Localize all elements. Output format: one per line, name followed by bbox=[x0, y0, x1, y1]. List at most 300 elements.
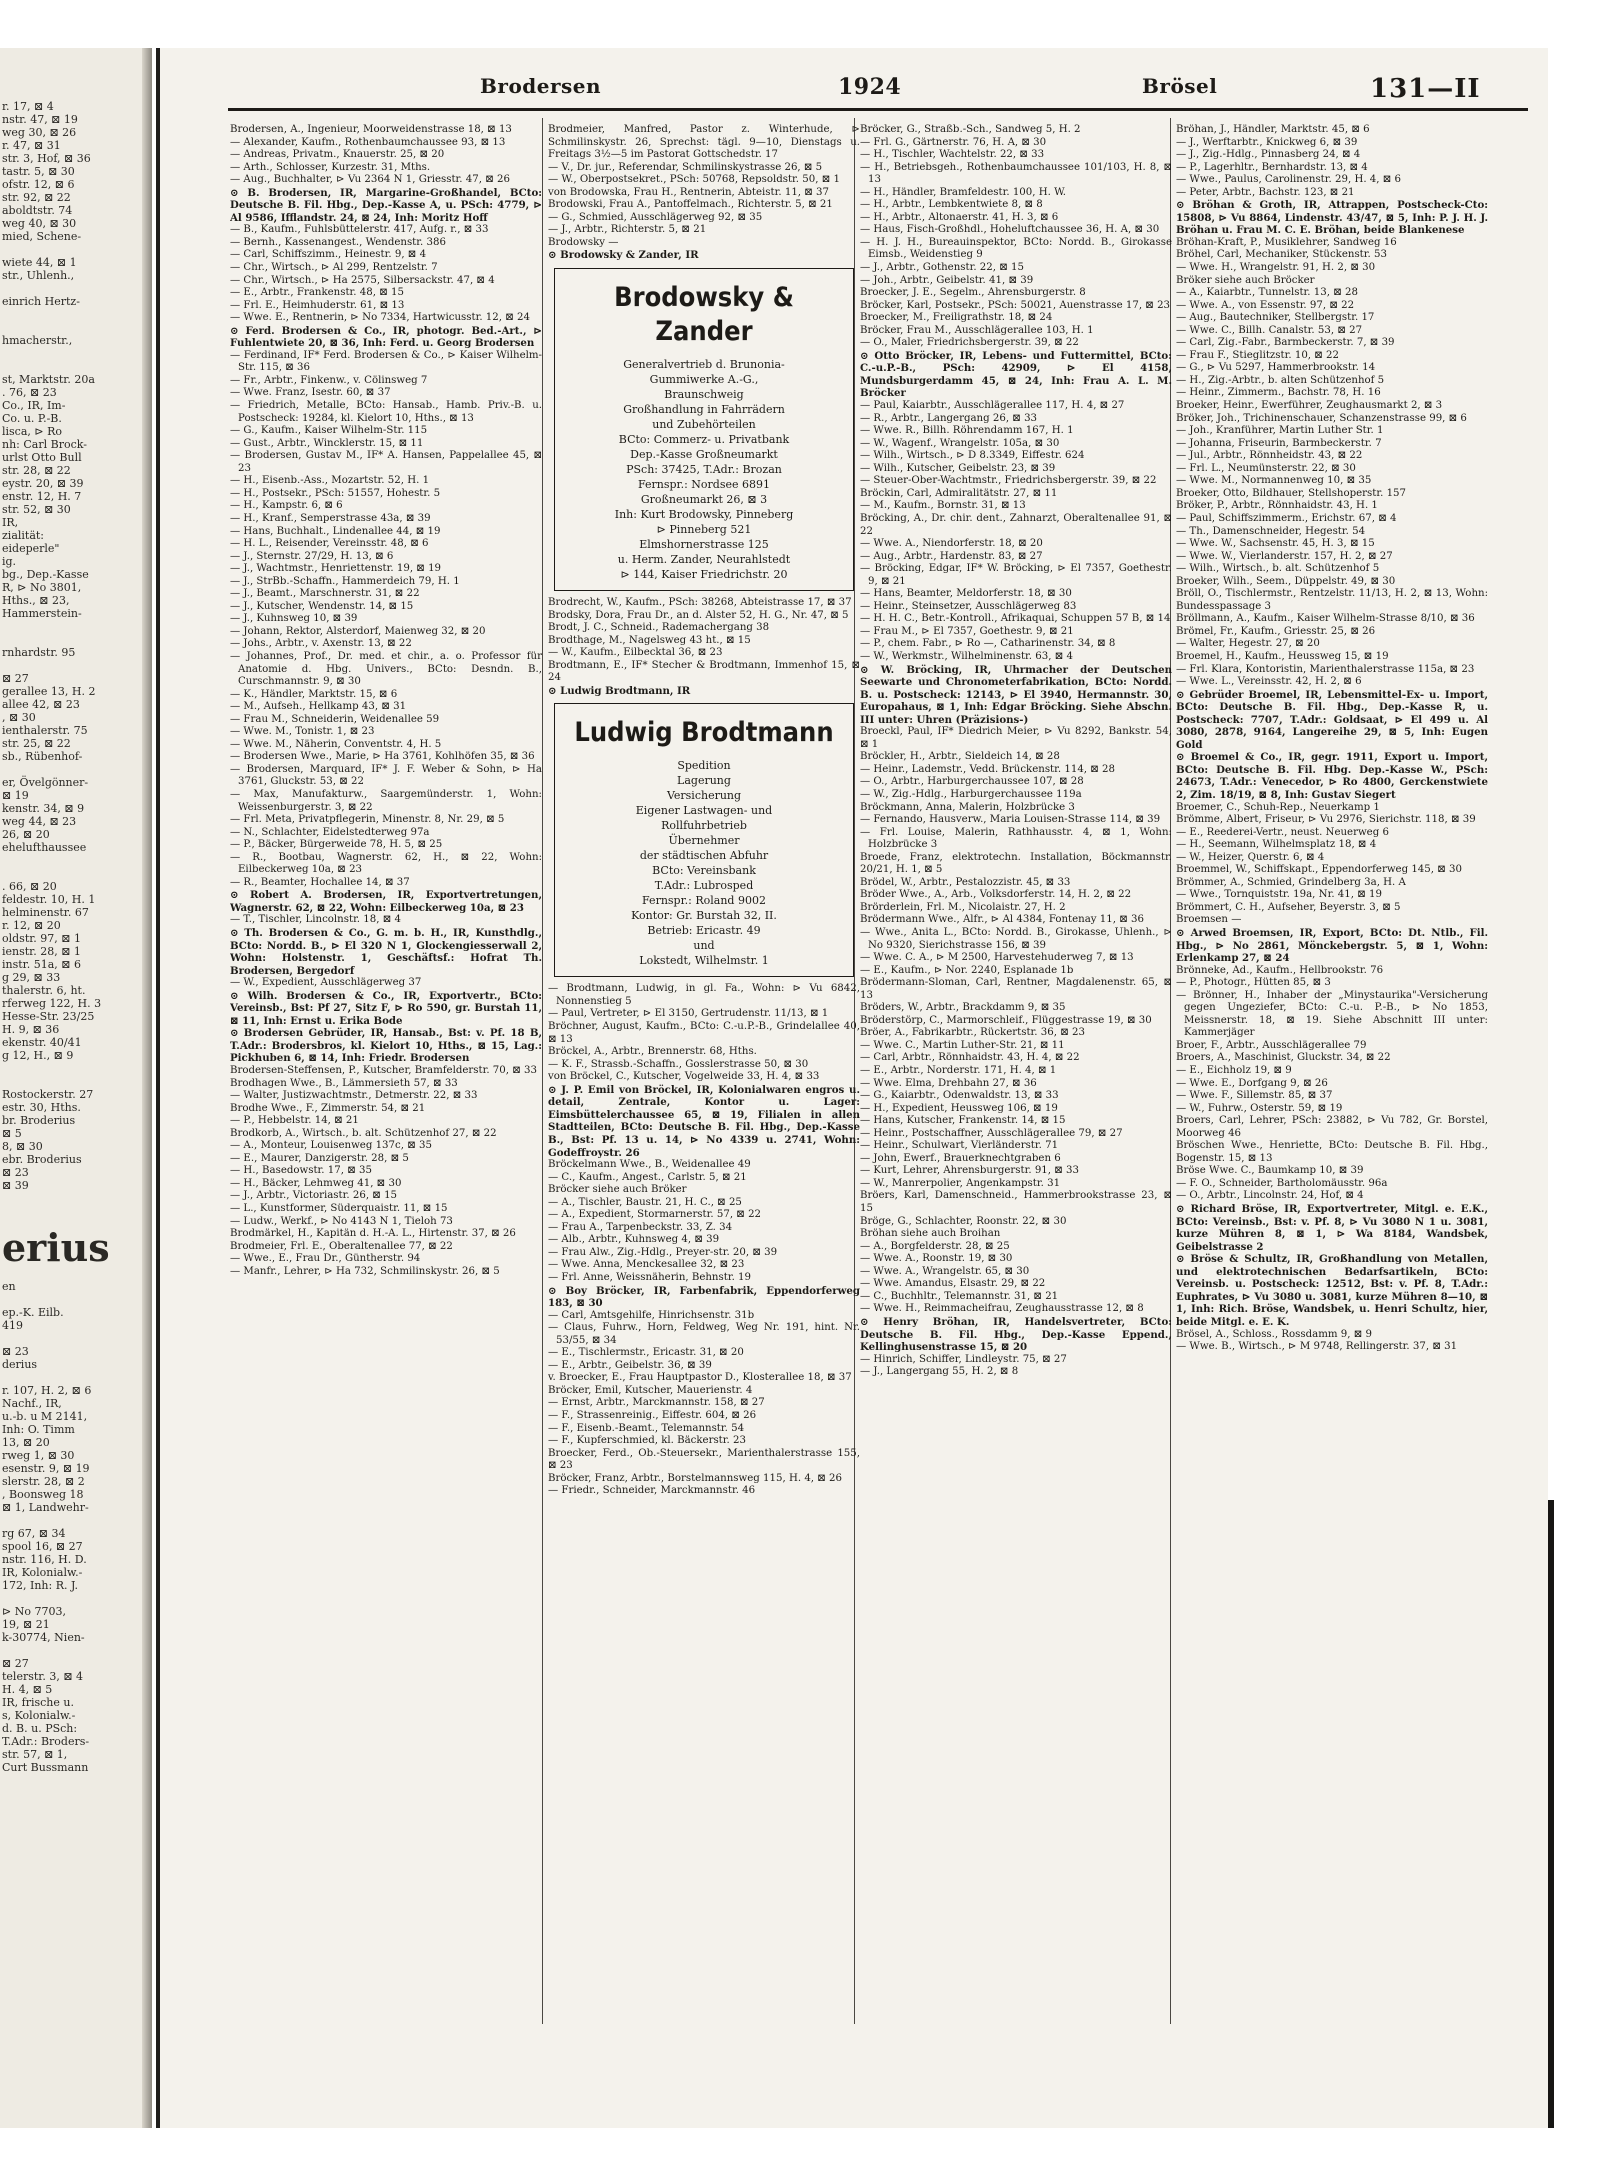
previous-page-fragment: ⊠ 19 bbox=[2, 789, 29, 802]
previous-page-fragment: aboldtstr. 74 bbox=[2, 204, 73, 217]
directory-entry: — W., Kaufm., Eilbecktal 36, ⊠ 23 bbox=[548, 647, 723, 659]
previous-page-fragment: str., Uhlenh., bbox=[2, 269, 75, 282]
previous-page-fragment: ⊠ 23 bbox=[2, 1166, 29, 1179]
directory-entry: — Carl, Zig.-Fabr., Barmbeckerstr. 7, ⊠ 39 bbox=[1176, 337, 1395, 349]
directory-entry: — O., Maler, Friedrichsbergerstr. 39, ⊠ 22 bbox=[860, 337, 1079, 349]
directory-entry: — W., Werkmstr., Wilhelminenstr. 63, ⊠ 4 bbox=[860, 650, 1073, 662]
ad-line: Kontor: Gr. Burstah 32, II. bbox=[631, 909, 777, 923]
previous-page-fragment: enstr. 12, H. 7 bbox=[2, 490, 82, 503]
directory-entry: — Johs., Arbtr., v. Axenstr. 13, ⊠ 22 bbox=[230, 638, 412, 650]
directory-entry: ⊙ Ludwig Brodtmann, IR bbox=[548, 684, 691, 697]
previous-page-fragment: weg 44, ⊠ 23 bbox=[2, 815, 77, 828]
directory-entry: — Wwe. C., Billh. Canalstr. 53, ⊠ 27 bbox=[1176, 324, 1363, 336]
previous-page-fragment: spool 16, ⊠ 27 bbox=[2, 1540, 83, 1553]
directory-entry: — Frl. E., Heimhuderstr. 61, ⊠ 13 bbox=[230, 299, 405, 311]
directory-entry: Bröckler, H., Arbtr., Sieldeich 14, ⊠ 28 bbox=[860, 751, 1060, 763]
directory-entry: — E., Arbtr., Geibelstr. 36, ⊠ 39 bbox=[548, 1359, 712, 1371]
previous-page-fragment: wiete 44, ⊠ 1 bbox=[2, 256, 77, 269]
directory-entry: Broede, Franz, elektrotechn. Installation, Böckmannstr. 20/21, H. 1, ⊠ 5 bbox=[860, 851, 1172, 876]
directory-entry: — H., Expedient, Heussweg 106, ⊠ 19 bbox=[860, 1102, 1058, 1114]
header-rule bbox=[228, 108, 1528, 111]
directory-entry: — Arth., Schlosser, Kurzestr. 31, Mths. bbox=[230, 161, 431, 173]
previous-page-fragment: ehelufthaussee bbox=[2, 841, 87, 854]
directory-entry: Brodtmann, E., IF* Stecher & Brodtmann, Immenhof 15, ⊠ 24 bbox=[548, 659, 860, 684]
directory-entry: Brönneke, Ad., Kaufm., Hellbrookstr. 76 bbox=[1176, 964, 1384, 976]
directory-entry: — Max, Manufakturw., Saargemünderstr. 1, Wohn: Weissenburgerstr. 3, ⊠ 22 bbox=[230, 788, 542, 813]
directory-entry: Brodmärkel, H., Kapitän d. H.-A. L., Hirtenstr. 37, ⊠ 26 bbox=[230, 1228, 516, 1240]
directory-entry: — Frl. Anne, Weissnäherin, Behnstr. 19 bbox=[548, 1271, 752, 1283]
previous-page-fragment: weg 30, ⊠ 26 bbox=[2, 126, 77, 139]
previous-page-fragment: r. 12, ⊠ 20 bbox=[2, 919, 61, 932]
directory-entry: Broers, Carl, Lehrer, PSch: 23882, ⊳ Vu 782, Gr. Borstel, Moorweg 46 bbox=[1176, 1115, 1488, 1139]
previous-page-fragment: zialität: bbox=[2, 529, 45, 542]
directory-entry: — E., Reederei-Vertr., neust. Neuerweg 6 bbox=[1176, 826, 1389, 838]
directory-entry: — Wwe. E., Dorfgang 9, ⊠ 26 bbox=[1176, 1077, 1328, 1089]
directory-entry: — Wwe. M., Tonistr. 1, ⊠ 23 bbox=[230, 726, 375, 738]
directory-entry: ⊙ Ferd. Brodersen & Co., IR, photogr. Bed.-Art., ⊳ Fuhlentwiete 20, ⊠ 36, Inh: Ferd. u. Georg Brodersen bbox=[230, 324, 542, 350]
directory-entry: ⊙ Otto Bröcker, IR, Lebens- und Futtermittel, BCto: C.-u.P.-B., PSch: 42909, ⊳ El 4158, Mundsburgerdamm 45, ⊠ 24, Inh: Frau A. L. M. Bröcker bbox=[860, 349, 1172, 400]
previous-page-fragment: en bbox=[2, 1280, 16, 1293]
previous-page-fragment: ⊠ 39 bbox=[2, 1179, 29, 1192]
ad-line: Generalvertrieb d. Brunonia- bbox=[623, 358, 785, 372]
directory-entry: — Wwe., Tornquiststr. 19a, Nr. 41, ⊠ 19 bbox=[1176, 889, 1382, 901]
directory-entry: — W., Manrerpolier, Angenkampstr. 31 bbox=[860, 1177, 1061, 1189]
directory-column-2 bbox=[548, 124, 860, 2034]
directory-entry: — O., Arbtr., Lincolnstr. 24, Hof, ⊠ 4 bbox=[1176, 1190, 1364, 1202]
directory-entry: — P., Photogr., Hütten 85, ⊠ 3 bbox=[1176, 977, 1331, 989]
directory-entry: — O., Arbtr., Harburgerchaussee 107, ⊠ 28 bbox=[860, 776, 1084, 788]
directory-entry: — Paul, Schiffszimmerm., Erichstr. 67, ⊠ 4 bbox=[1176, 512, 1397, 524]
directory-entry: von Brodowska, Frau H., Rentnerin, Abteistr. 11, ⊠ 37 bbox=[548, 186, 830, 198]
directory-entry: — Carl, Amtsgehilfe, Hinrichsenstr. 31b bbox=[548, 1309, 755, 1321]
previous-page-fragment: r. 47, ⊠ 31 bbox=[2, 139, 61, 152]
directory-entry: — W., Wagenf., Wrangelstr. 105a, ⊠ 30 bbox=[860, 437, 1060, 449]
directory-entry: — E., Kaufm., ⊳ Nor. 2240, Esplanade 1b bbox=[860, 964, 1074, 976]
directory-entry: — Wwe. A., Wrangelstr. 65, ⊠ 30 bbox=[860, 1265, 1030, 1277]
directory-entry: — F. O., Schneider, Bartholomäusstr. 96a bbox=[1176, 1177, 1388, 1189]
directory-entry: Broeckl, Paul, IF* Diedrich Meier, ⊳ Vu 8292, Bankstr. 54, ⊠ 1 bbox=[860, 726, 1172, 750]
previous-page-fragment: nh: Carl Brock- bbox=[2, 438, 87, 451]
ad-line: Elmshornerstrasse 125 bbox=[639, 538, 769, 552]
previous-page-fragment: str. 25, ⊠ 22 bbox=[2, 737, 71, 750]
ad-line: Eigener Lastwagen- und bbox=[635, 804, 773, 818]
directory-entry: — H. J. H., Bureauinspektor, BCto: Nordd. B., Girokasse Eimsb., Weidenstieg 9 bbox=[860, 236, 1172, 261]
directory-entry: ⊙ Bröse & Schultz, IR, Großhandlung von Metallen, und elektrotechnischen Bedarfsartikeln, BCto: Vereinsb. u. Postscheck: 12512, Bst: v. Pf. 8, T.Adr.: Euphrates, ⊳ Vu 3080 u. 3081, kurze Mühren 8—10, ⊠ 1, Inh: Rich. Bröse, Wandsbek, u. Henri Schultz, hier, beide Mitgl. e. E. K. bbox=[1176, 1253, 1488, 1328]
directory-entry: ⊙ Broemel & Co., IR, gegr. 1911, Export u. Import, BCto: Deutsche B. Fil. Hbg. Dep.-Kasse W., PSch: 24673, T.Adr.: Venecedor, ⊳ Ro 4800, Gerckenstwiete 2, Zim. 18/19, ⊠ 8, Inh: Gustav Siegert bbox=[1176, 751, 1488, 801]
directory-entry: — Frau M., ⊳ El 7357, Goethestr. 9, ⊠ 21 bbox=[860, 625, 1074, 637]
ad-body bbox=[563, 357, 845, 582]
previous-page-fragment: str. 28, ⊠ 22 bbox=[2, 464, 71, 477]
directory-entry: — Johannes, Prof., Dr. med. et chir., a. o. Professor für Anatomie d. Hbg. Univers., BCto: Desndn. B., Curschmannstr. 9, ⊠ 30 bbox=[230, 650, 542, 688]
previous-page-fragment: d. B. u. PSch: bbox=[2, 1722, 78, 1735]
ad-line: BCto: Commerz- u. Privatbank bbox=[618, 433, 790, 447]
directory-entry: ⊙ Richard Bröse, IR, Exportvertreter, Mitgl. e. E.K., BCto: Vereinsb., Bst: v. Pf. 8, ⊳ Vu 3080 N 1 u. 3081, kurze Mühren 8, ⊠ 1, ⊳ Wa 8184, Wandsbek, Geibelstrasse 2 bbox=[1176, 1203, 1488, 1253]
directory-entry: — H. L., Reisender, Vereinsstr. 48, ⊠ 6 bbox=[230, 538, 429, 550]
ad-line: Inh: Kurt Brodowsky, Pinneberg bbox=[614, 508, 794, 522]
directory-entry: — Brodersen, Marquard, IF* J. F. Weber & Sohn, ⊳ Ha 3761, Gluckstr. 53, ⊠ 22 bbox=[230, 763, 542, 788]
directory-entry: — Hans, Kutscher, Frankenstr. 14, ⊠ 15 bbox=[860, 1115, 1066, 1127]
directory-entry: — Frau F., Stieglitzstr. 10, ⊠ 22 bbox=[1176, 349, 1340, 361]
directory-entry: — K., Händler, Marktstr. 15, ⊠ 6 bbox=[230, 688, 398, 700]
previous-page-fragment: Co., IR, Im- bbox=[2, 399, 66, 412]
previous-page-fragment: T.Adr.: Broders- bbox=[2, 1735, 90, 1748]
directory-entry: — Walter, Hegestr. 27, ⊠ 20 bbox=[1176, 638, 1320, 650]
ad-line: Braunschweig bbox=[664, 388, 744, 402]
directory-entry: — Wwe. A., von Essenstr. 97, ⊠ 22 bbox=[1176, 299, 1355, 311]
directory-entry: Broecker, J. E., Segelm., Ahrensburgerstr. 8 bbox=[860, 287, 1086, 299]
directory-entry: — Wwe. E., Rentnerin, ⊳ No 7334, Hartwicusstr. 12, ⊠ 24 bbox=[230, 312, 530, 324]
previous-page-fragment: rnhardstr. 95 bbox=[2, 646, 76, 659]
directory-entry: — H., Tischler, Wachtelstr. 22, ⊠ 33 bbox=[860, 149, 1045, 161]
directory-entry: — Frl. L., Neumünsterstr. 22, ⊠ 30 bbox=[1176, 462, 1356, 474]
directory-entry: — A., Tischler, Baustr. 21, H. C., ⊠ 25 bbox=[548, 1196, 742, 1208]
directory-entry: — G., Kaiarbtr., Odenwaldstr. 13, ⊠ 33 bbox=[860, 1090, 1059, 1102]
ad-line: Fernspr.: Nordsee 6891 bbox=[637, 478, 771, 492]
directory-entry: Brömel, Fr., Kaufm., Griesstr. 25, ⊠ 26 bbox=[1176, 625, 1376, 637]
directory-entry: Bröcker, Frau M., Ausschlägerallee 103, H. 1 bbox=[860, 324, 1094, 336]
directory-entry: Brodersen-Steffensen, P., Kutscher, Bramfelderstr. 70, ⊠ 33 bbox=[230, 1065, 537, 1077]
ad-line: Fernspr.: Roland 9002 bbox=[642, 894, 766, 908]
directory-entry: — Carl, Arbtr., Rönnhaidstr. 43, H. 4, ⊠ 22 bbox=[860, 1052, 1080, 1064]
directory-entry: Broeker, Heinr., Ewerführer, Zeughausmarkt 2, ⊠ 3 bbox=[1176, 400, 1443, 412]
previous-page-fragment: bg., Dep.-Kasse bbox=[2, 568, 89, 581]
directory-entry: — R., Arbtr., Langergang 26, ⊠ 33 bbox=[860, 412, 1038, 424]
previous-page-fragment: u.-b. u M 2141, bbox=[2, 1410, 88, 1423]
directory-entry: — Peter, Arbtr., Bachstr. 123, ⊠ 21 bbox=[1176, 186, 1355, 198]
ad-line: T.Adr.: Lubrosped bbox=[654, 879, 754, 893]
directory-entry: Broeker, Wilh., Seem., Düppelstr. 49, ⊠ 30 bbox=[1176, 575, 1396, 587]
directory-entry: ⊙ Brodowsky & Zander, IR bbox=[548, 249, 699, 262]
directory-entry: ⊙ Boy Bröcker, IR, Farbenfabrik, Eppendorferweg 183, ⊠ 30 bbox=[548, 1284, 860, 1310]
directory-entry: — J., Arbtr., Victoriastr. 26, ⊠ 15 bbox=[230, 1190, 398, 1202]
previous-page-fragment: str. 57, ⊠ 1, bbox=[2, 1748, 68, 1761]
directory-entry: — Manfr., Lehrer, ⊳ Ha 732, Schmilinskystr. 26, ⊠ 5 bbox=[230, 1265, 500, 1277]
directory-entry: — Wwe. Elma, Drehbahn 27, ⊠ 36 bbox=[860, 1077, 1037, 1089]
directory-entry: — F., Eisenb.-Beamt., Telemannstr. 54 bbox=[548, 1422, 745, 1434]
directory-entry: — Carl, Schiffszimm., Heinestr. 9, ⊠ 4 bbox=[230, 249, 427, 261]
previous-page-fragment: urlst Otto Bull bbox=[2, 451, 82, 464]
previous-page-fragment: Hths., ⊠ 23, bbox=[2, 594, 70, 607]
directory-entry: — Kurt, Lehrer, Ahrensburgerstr. 91, ⊠ 33 bbox=[860, 1165, 1079, 1177]
directory-entry: — Wwe. R., Billh. Röhrendamm 167, H. 1 bbox=[860, 425, 1074, 437]
previous-page-fragment: kenstr. 34, ⊠ 9 bbox=[2, 802, 85, 815]
directory-entry: Broecker, Ferd., Ob.-Steuersekr., Marienthalerstrasse 155, ⊠ 23 bbox=[548, 1447, 860, 1472]
directory-entry: — Wwe. C., Martin Luther-Str. 21, ⊠ 11 bbox=[860, 1039, 1065, 1051]
directory-entry: — Ludw., Werkf., ⊳ No 4143 N 1, Tieloh 73 bbox=[230, 1215, 453, 1227]
previous-page-fragment: Inh: O. Timm bbox=[2, 1423, 75, 1436]
previous-page-fragment: str. 52, ⊠ 30 bbox=[2, 503, 71, 516]
directory-entry: — P., chem. Fabr., ⊳ Ro —, Catharinenstr. 34, ⊠ 8 bbox=[860, 638, 1116, 650]
directory-entry: — H., Betriebsgeh., Rothenbaumchaussee 101/103, H. 8, ⊠ 13 bbox=[860, 161, 1172, 186]
directory-entry: ⊙ Henry Bröhan, IR, Handelsvertreter, BCto: Deutsche B. Fil. Hbg., Dep.-Kasse Eppend., Kellinghusenstrasse 15, ⊠ 20 bbox=[860, 1315, 1172, 1354]
directory-entry: ⊙ Wilh. Brodersen & Co., IR, Exportvertr., BCto: Vereinsb., Bst: Pf 27, Sitz F, ⊳ Ro 590, gr. Burstah 11, ⊠ 11, Inh: Ernst u. Erika Bode bbox=[230, 989, 542, 1027]
directory-entry: — C., Kaufm., Angest., Carlstr. 5, ⊠ 21 bbox=[548, 1171, 747, 1183]
previous-page-fragment: ⊠ 1, Landwehr- bbox=[2, 1501, 89, 1514]
directory-entry: — Steuer-Ober-Wachtmstr., Friedrichsbergerstr. 39, ⊠ 22 bbox=[860, 475, 1157, 487]
ad-line: Versicherung bbox=[666, 789, 742, 803]
previous-page-fragment: IR, Kolonialw.- bbox=[2, 1566, 83, 1579]
ad-body bbox=[563, 758, 845, 968]
running-head-year: 1924 bbox=[838, 74, 902, 100]
ad-line: der städtischen Abfuhr bbox=[639, 849, 769, 863]
previous-page-fragment: weg 40, ⊠ 30 bbox=[2, 217, 77, 230]
directory-entry: — Frl. Klara, Kontoristin, Marienthalerstrasse 115a, ⊠ 23 bbox=[1176, 663, 1475, 675]
directory-entry: — E., Eichholz 19, ⊠ 9 bbox=[1176, 1065, 1292, 1077]
previous-page-fragment: IR, frische u. bbox=[2, 1696, 74, 1709]
directory-entry: ⊙ Robert A. Brodersen, IR, Exportvertretungen, Wagnerstr. 62, ⊠ 22, Wohn: Eilbeckerweg 10a, ⊠ 23 bbox=[230, 889, 542, 914]
previous-page-fragment: ⊠ 27 bbox=[2, 672, 29, 685]
directory-entry: Bröll, O., Tischlermstr., Rentzelstr. 11/13, H. 2, ⊠ 13, Wohn: Bundesspassage 3 bbox=[1176, 588, 1488, 612]
directory-entry: ⊙ B. Brodersen, IR, Margarine-Großhandel, BCto: Deutsche B. Fil. Hbg., Dep.-Kasse A, u. PSch: 4779, ⊳ Al 9586, Ifflandstr. 24, ⊠ 24, Inh: Moritz Hoff bbox=[230, 186, 542, 224]
previous-page-fragment: ienthalerstr. 75 bbox=[2, 724, 88, 737]
directory-entry: Bröcker, G., Straßb.-Sch., Sandweg 5, H. 2 bbox=[860, 124, 1081, 135]
directory-entry: — G., Kaufm., Kaiser Wilhelm-Str. 115 bbox=[230, 425, 428, 437]
directory-entry: — G., ⊳ Vu 5297, Hammerbrookstr. 14 bbox=[1176, 362, 1376, 374]
directory-entry: — H., Seemann, Wilhelmsplatz 18, ⊠ 4 bbox=[1176, 839, 1377, 851]
directory-entry: — Hinrich, Schiffer, Lindleystr. 75, ⊠ 27 bbox=[860, 1353, 1067, 1365]
previous-page-fragment: str. 3, Hof, ⊠ 36 bbox=[2, 152, 91, 165]
previous-page-fragment: r. 17, ⊠ 4 bbox=[2, 100, 54, 113]
directory-entry: — J., Sternstr. 27/29, H. 13, ⊠ 6 bbox=[230, 550, 394, 562]
previous-page-fragment: ig. bbox=[2, 555, 17, 568]
previous-page-fragment: k-30774, Nien- bbox=[2, 1631, 85, 1644]
directory-entry: Bröhan siehe auch Broihan bbox=[860, 1228, 1001, 1240]
directory-entry: Bröcker, Franz, Arbtr., Borstelmannsweg 115, H. 4, ⊠ 26 bbox=[548, 1472, 843, 1484]
ad-line: ⊳ 144, Kaiser Friedrichstr. 20 bbox=[620, 568, 788, 582]
directory-entry: ⊙ J. P. Emil von Bröckel, IR, Kolonialwaren engros u. detail, Zentrale, Kontor u. Lager: Eimsbüttelerchaussee 65, ⊠ 19, Filialen in allen Stadtteilen, BCto: Deutsche B. Fil. Hbg., Dep.-Kasse B., Bst: Pf. 13 u. 14, ⊳ No 4339 u. 2741, Wohn: Godeffroystr. 26 bbox=[548, 1083, 860, 1159]
previous-page-fragment: IR, bbox=[2, 516, 19, 529]
directory-entry: Bröker, Joh., Trichinenschauer, Schanzenstrasse 99, ⊠ 6 bbox=[1176, 412, 1467, 424]
previous-page-fragment: R, ⊳ No 3801, bbox=[2, 581, 82, 594]
directory-entry: — J., Kutscher, Wendenstr. 14, ⊠ 15 bbox=[230, 600, 414, 612]
directory-entry: Bröckmann, Anna, Malerin, Holzbrücke 3 bbox=[860, 801, 1075, 813]
previous-page-fragment: Curt Bussmann bbox=[2, 1761, 89, 1774]
directory-column-1 bbox=[230, 124, 542, 2034]
directory-entry: — Johanna, Friseurin, Barmbeckerstr. 7 bbox=[1176, 437, 1382, 449]
directory-entry: Bröcker, Emil, Kutscher, Mauerienstr. 4 bbox=[548, 1384, 753, 1396]
directory-entry: Broers, A., Maschinist, Gluckstr. 34, ⊠ 22 bbox=[1176, 1052, 1391, 1064]
directory-entry: — H., Zig.-Arbtr., b. alten Schützenhof 5 bbox=[1176, 374, 1385, 386]
directory-entry: — R., Bootbau, Wagnerstr. 62, H., ⊠ 22, Wohn: Eilbeckerweg 10a, ⊠ 23 bbox=[230, 851, 542, 876]
directory-entry: ⊙ W. Bröcking, IR, Uhrmacher der Deutschen Seewarte und Chronometerfabrikation, BCto: Nordd. B. u. Postscheck: 12143, ⊳ El 3940, Hermannstr. 30, Europahaus, ⊠ 1, Inh: Edgar Bröcking. Siehe Abschn. III unter: Uhren (Präzisions-) bbox=[860, 663, 1172, 726]
directory-entry: — E., Arbtr., Norderstr. 171, H. 4, ⊠ 1 bbox=[860, 1065, 1057, 1077]
directory-entry: — H., Arbtr., Altonaerstr. 41, H. 3, ⊠ 6 bbox=[860, 211, 1059, 223]
directory-entry: — H. H. C., Betr.-Kontroll., Afrikaquai, Schuppen 57 B, ⊠ 14 bbox=[860, 613, 1171, 625]
previous-page-fragment: derius bbox=[2, 1358, 38, 1371]
column-2-middle-entries bbox=[548, 597, 860, 697]
previous-page-fragment: ienstr. 28, ⊠ 1 bbox=[2, 945, 81, 958]
directory-entry: — Alexander, Kaufm., Rothenbaumchaussee 93, ⊠ 13 bbox=[230, 136, 506, 148]
previous-page-fragment: lisca, ⊳ Ro bbox=[2, 425, 63, 438]
previous-page-fragment: rweg 1, ⊠ 30 bbox=[2, 1449, 75, 1462]
previous-page-fragment: . 66, ⊠ 20 bbox=[2, 880, 57, 893]
previous-page-fragment: ⊠ 27 bbox=[2, 1657, 29, 1670]
previous-page-fragment: , ⊠ 30 bbox=[2, 711, 36, 724]
directory-entry: — P., Lagerhltr., Bernhardstr. 13, ⊠ 4 bbox=[1176, 161, 1368, 173]
previous-page-fragment: mied, Schene- bbox=[2, 230, 82, 243]
directory-entry: — J., Zig.-Hdlg., Pinnasberg 24, ⊠ 4 bbox=[1176, 149, 1361, 161]
directory-column-4 bbox=[1176, 124, 1488, 2034]
previous-page-fragment: einrich Hertz- bbox=[2, 295, 80, 308]
directory-entry: — L., Kunstformer, Süderquaistr. 11, ⊠ 15 bbox=[230, 1203, 448, 1215]
directory-entry: — Frau Alw., Zig.-Hdlg., Preyer-str. 20, ⊠ 39 bbox=[548, 1246, 778, 1258]
previous-page-fragment: thalerstr. 6, ht. bbox=[2, 984, 86, 997]
ad-line: Betrieb: Ericastr. 49 bbox=[647, 924, 761, 938]
directory-entry: — Wwe. Anna, Menckesallee 32, ⊠ 23 bbox=[548, 1259, 745, 1271]
advertisement-brodowsky-zander bbox=[554, 268, 854, 591]
directory-entry: — Heinr., Zimmerm., Bachstr. 78, H. 16 bbox=[1176, 387, 1381, 399]
directory-entry: — H., Basedowstr. 17, ⊠ 35 bbox=[230, 1165, 372, 1177]
directory-entry: — F., Strassenreinig., Eiffestr. 604, ⊠ 26 bbox=[548, 1409, 757, 1421]
directory-entry: — Friedr., Schneider, Marckmannstr. 46 bbox=[548, 1485, 756, 1497]
directory-entry: — M., Aufseh., Hellkamp 43, ⊠ 31 bbox=[230, 701, 407, 713]
directory-entry: — Fr., Arbtr., Finkenw., v. Cölinsweg 7 bbox=[230, 374, 428, 386]
directory-entry: — J., Wachtmstr., Henriettenstr. 19, ⊠ 19 bbox=[230, 563, 442, 575]
ad-line: ⊳ Pinneberg 521 bbox=[656, 523, 752, 537]
column-separator bbox=[542, 118, 543, 2024]
ad-line: Übernehmer bbox=[668, 834, 740, 848]
previous-page-fragment: ebr. Broderius bbox=[2, 1153, 82, 1166]
directory-entry: — J., Beamt., Marschnerstr. 31, ⊠ 22 bbox=[230, 588, 420, 600]
directory-entry: — Claus, Fuhrw., Horn, Feldweg, Weg Nr. 191, hint. Nr. 53/55, ⊠ 34 bbox=[548, 1322, 860, 1346]
directory-entry: Brödermann-Sloman, Carl, Rentner, Magdalenenstr. 65, ⊠ 13 bbox=[860, 977, 1172, 1001]
directory-entry: — Paul, Kaiarbtr., Ausschlägerallee 117, H. 4, ⊠ 27 bbox=[860, 400, 1125, 412]
previous-page-fragment: telerstr. 3, ⊠ 4 bbox=[2, 1670, 84, 1683]
directory-entry: Bröers, Karl, Damenschneid., Hammerbrookstrasse 23, ⊠ 15 bbox=[860, 1190, 1172, 1215]
previous-page-fragment: str. 92, ⊠ 22 bbox=[2, 191, 71, 204]
directory-entry: — Walter, Justizwachtmstr., Detmerstr. 22, ⊠ 33 bbox=[230, 1090, 478, 1102]
ad-line: u. Herm. Zander, Neurahlstedt bbox=[617, 553, 791, 567]
directory-entry: — Wwe. M., Normannenweg 10, ⊠ 35 bbox=[1176, 475, 1372, 487]
directory-entry: — H., Kranf., Semperstrasse 43a, ⊠ 39 bbox=[230, 512, 431, 524]
previous-page-fragment: ofstr. 12, ⊠ 6 bbox=[2, 178, 75, 191]
previous-page-fragment: ekenstr. 40/41 bbox=[2, 1036, 82, 1049]
directory-entry: — Heinr., Schulwart, Vierländerstr. 71 bbox=[860, 1140, 1059, 1152]
directory-entry: Broemel, H., Kaufm., Heussweg 15, ⊠ 19 bbox=[1176, 650, 1389, 662]
directory-entry: — Wwe. M., Näherin, Conventstr. 4, H. 5 bbox=[230, 738, 442, 750]
page-number: 131—II bbox=[1370, 74, 1481, 104]
previous-page-fragment: er, Övelgönner- bbox=[2, 776, 89, 789]
directory-entry: — Heinr., Postschaffner, Ausschlägerallee 79, ⊠ 27 bbox=[860, 1127, 1123, 1139]
directory-entry: — Jul., Arbtr., Rönnheidstr. 43, ⊠ 22 bbox=[1176, 450, 1363, 462]
directory-entry: — Johann, Rektor, Alsterdorf, Maienweg 32, ⊠ 20 bbox=[230, 625, 486, 637]
directory-entry: Bröckel, A., Arbtr., Brennerstr. 68, Hths. bbox=[548, 1046, 757, 1058]
directory-entry: Broecker, M., Freiligrathstr. 18, ⊠ 24 bbox=[860, 312, 1053, 324]
ad-line: Lokstedt, Wilhelmstr. 1 bbox=[639, 954, 769, 968]
directory-entry: — R., Beamter, Hochallee 14, ⊠ 37 bbox=[230, 876, 410, 888]
directory-entry: — Wwe. L., Vereinsstr. 42, H. 2, ⊠ 6 bbox=[1176, 676, 1362, 688]
previous-page-fragment: allee 42, ⊠ 23 bbox=[2, 698, 80, 711]
directory-entry: — T., Tischler, Lincolnstr. 18, ⊠ 4 bbox=[230, 914, 401, 926]
directory-entry: — Aug., Arbtr., Hardenstr. 83, ⊠ 27 bbox=[860, 550, 1043, 562]
directory-entry: — Wwe. A., Roonstr. 19, ⊠ 30 bbox=[860, 1253, 1013, 1265]
directory-entry: ⊙ Arwed Broemsen, IR, Export, BCto: Dt. Ntlb., Fil. Hbg., ⊳ No 2861, Mönckebergstr. 5, ⊠ 1, Wohn: Erlenkamp 27, ⊠ 24 bbox=[1176, 927, 1488, 965]
directory-entry: Brodowski, Frau A., Pantoffelmach., Richterstr. 5, ⊠ 21 bbox=[548, 199, 833, 211]
directory-entry: — Ernst, Arbtr., Marckmannstr. 158, ⊠ 27 bbox=[548, 1397, 765, 1409]
column-2-top-entries bbox=[548, 124, 860, 262]
directory-entry: — E., Tischlermstr., Ericastr. 31, ⊠ 20 bbox=[548, 1347, 744, 1359]
directory-entry: Brodersen, A., Ingenieur, Moorweidenstrasse 18, ⊠ 13 bbox=[230, 124, 512, 135]
directory-entry: Bröderstörp, C., Marmorschleif., Flüggestrasse 19, ⊠ 30 bbox=[860, 1014, 1152, 1026]
directory-entry: — Heinr., Steinsetzer, Ausschlägerweg 83 bbox=[860, 600, 1077, 612]
directory-entry: Brömme, Albert, Friseur, ⊳ Vu 2976, Sierichstr. 118, ⊠ 39 bbox=[1176, 814, 1476, 826]
previous-page-fragment: st, Marktstr. 20a bbox=[2, 373, 95, 386]
directory-entry: Bröcking, A., Dr. chir. dent., Zahnarzt, Oberaltenallee 91, ⊠ 22 bbox=[860, 512, 1172, 537]
directory-entry: — Gust., Arbtr., Wincklerstr. 15, ⊠ 11 bbox=[230, 437, 424, 449]
ad-line: Großhandlung in Fahrrädern bbox=[623, 403, 785, 417]
ad-line: Dep.-Kasse Großneumarkt bbox=[630, 448, 778, 462]
directory-entry: Bröhan, J., Händler, Marktstr. 45, ⊠ 6 bbox=[1176, 124, 1370, 135]
directory-entry: Bröhan-Kraft, P., Musiklehrer, Sandweg 16 bbox=[1176, 236, 1397, 248]
ad-line: Spedition bbox=[677, 759, 731, 773]
directory-entry: ⊙ Bröhan & Groth, IR, Attrappen, Postscheck-Cto: 15808, ⊳ Vu 8864, Lindenstr. 43/47, ⊠ 5, Inh: P. J. H. J. Bröhan u. Frau M. C. E. Bröhan, beide Blankenese bbox=[1176, 199, 1488, 237]
directory-entry: Bröker, P., Arbtr., Rönnhaidstr. 43, H. 1 bbox=[1176, 500, 1378, 512]
directory-entry: Brodsky, Dora, Frau Dr., an d. Alster 52, H. G., Nr. 47, ⊠ 5 bbox=[548, 609, 849, 621]
directory-entry: — P., Bäcker, Bürgerweide 78, H. 5, ⊠ 25 bbox=[230, 839, 443, 851]
directory-entry: — Wwe. W., Vierlanderstr. 157, H. 2, ⊠ 27 bbox=[1176, 550, 1393, 562]
previous-page-fragment: eideperle" bbox=[2, 542, 60, 555]
directory-entry: Bröder Wwe., A., Arb., Volksdorferstr. 14, H. 2, ⊠ 22 bbox=[860, 889, 1132, 901]
directory-entry: — Wwe. H., Wrangelstr. 91, H. 2, ⊠ 30 bbox=[1176, 262, 1376, 274]
previous-page-fragment: Hammerstein- bbox=[2, 607, 82, 620]
directory-entry: von Bröckel, C., Kutscher, Vogelweide 33, H. 4, ⊠ 33 bbox=[548, 1071, 820, 1083]
directory-entry: Brodkorb, A., Wirtsch., b. alt. Schützenhof 27, ⊠ 22 bbox=[230, 1127, 497, 1139]
directory-entry: — W., Oberpostsekret., PSch: 50768, Repsoldstr. 50, ⊠ 1 bbox=[548, 174, 840, 186]
directory-entry: — J., Arbtr., Richterstr. 5, ⊠ 21 bbox=[548, 224, 707, 236]
directory-entry: — Bröcking, Edgar, IF* W. Bröcking, ⊳ El 7357, Goethestr. 9, ⊠ 21 bbox=[860, 563, 1172, 587]
previous-page-fragment: oldstr. 97, ⊠ 1 bbox=[2, 932, 81, 945]
directory-entry: Brödermann Wwe., Alfr., ⊳ Al 4384, Fontenay 11, ⊠ 36 bbox=[860, 914, 1144, 926]
previous-page-fragment: . 76, ⊠ 23 bbox=[2, 386, 57, 399]
directory-entry: — W., Fuhrw., Osterstr. 59, ⊠ 19 bbox=[1176, 1102, 1343, 1114]
directory-entry: — Frl. G., Gärtnerstr. 76, H. A, ⊠ 30 bbox=[860, 136, 1047, 148]
directory-entry: — B., Kaufm., Fuhlsbüttelerstr. 417, Aufg. r., ⊠ 33 bbox=[230, 224, 489, 236]
running-head-first-entry: Brodersen bbox=[480, 74, 602, 98]
previous-page-fragment: 419 bbox=[2, 1319, 23, 1332]
previous-page-fragment: 13, ⊠ 20 bbox=[2, 1436, 50, 1449]
directory-entry: — H., Postsekr., PSch: 51557, Hohestr. 5 bbox=[230, 487, 441, 499]
directory-entry: — Chr., Wirtsch., ⊳ Ha 2575, Silbersackstr. 47, ⊠ 4 bbox=[230, 274, 495, 286]
directory-entry: Brödel, W., Arbtr., Pestalozzistr. 45, ⊠ 33 bbox=[860, 876, 1071, 888]
previous-page-fragment: slerstr. 28, ⊠ 2 bbox=[2, 1475, 85, 1488]
previous-page-fragment: feldestr. 10, H. 1 bbox=[2, 893, 96, 906]
previous-page-fragment: sb., Rübenhof- bbox=[2, 750, 83, 763]
ad-line: Gummiwerke A.-G., bbox=[649, 373, 759, 387]
directory-entry: — J., Werftarbtr., Knickweg 6, ⊠ 39 bbox=[1176, 136, 1358, 148]
directory-entry: — Wwe. H., Reimmacheifrau, Zeughausstrasse 12, ⊠ 8 bbox=[860, 1303, 1144, 1315]
directory-entry: Brodhagen Wwe., B., Lämmersieth 57, ⊠ 33 bbox=[230, 1077, 458, 1089]
directory-entry: — Brönner, H., Inhaber der „Minystaurika"-Versicherung gegen Ungeziefer, BCto: C.-u. P.-B., ⊳ No 1853, Meissnerstr. 18, ⊠ 19. Siehe Abschnitt III unter: Kammerjäger bbox=[1176, 989, 1488, 1039]
directory-entry: Bröckin, Carl, Admiralitätstr. 27, ⊠ 11 bbox=[860, 487, 1058, 499]
directory-entry: Bröckelmann Wwe., B., Weidenallee 49 bbox=[548, 1159, 751, 1171]
directory-entry: — Joh., Kranführer, Martin Luther Str. 1 bbox=[1176, 425, 1384, 437]
ad-line: PSch: 37425, T.Adr.: Brozan bbox=[626, 463, 782, 477]
directory-entry: Broemer, C., Schuh-Rep., Neuerkamp 1 bbox=[1176, 801, 1380, 813]
directory-entry: — N., Schlachter, Eidelstedterweg 97a bbox=[230, 826, 430, 838]
directory-entry: — H., Eisenb.-Ass., Mozartstr. 52, H. 1 bbox=[230, 475, 430, 487]
directory-entry: — W., Heizer, Querstr. 6, ⊠ 4 bbox=[1176, 851, 1325, 863]
directory-entry: ⊙ Brodersen Gebrüder, IR, Hansab., Bst: v. Pf. 18 B, T.Adr.: Brodersbros, kl. Kielort 10, Hths., ⊠ 15, Lag.: Pickhuben 6, ⊠ 14, Inh: Friedr. Brodersen bbox=[230, 1027, 542, 1065]
directory-entry: — Wwe., Paulus, Carolinenstr. 29, H. 4, ⊠ 6 bbox=[1176, 174, 1402, 186]
directory-entry: — Fernando, Hausverw., Maria Louisen-Strasse 114, ⊠ 39 bbox=[860, 814, 1161, 826]
directory-entry: — Hans, Buchhalt., Lindenallee 44, ⊠ 19 bbox=[230, 525, 441, 537]
directory-entry: — Andreas, Privatm., Knauerstr. 25, ⊠ 20 bbox=[230, 149, 445, 161]
directory-entry: Bröcker siehe auch Bröker bbox=[548, 1184, 687, 1196]
previous-page-fragment: 172, Inh: R. J. bbox=[2, 1579, 79, 1592]
directory-entry: — Wwe. F., Sillemstr. 85, ⊠ 37 bbox=[1176, 1090, 1333, 1102]
directory-entry: — Joh., Arbtr., Geibelstr. 41, ⊠ 39 bbox=[860, 274, 1034, 286]
directory-entry: Bröders, W., Arbtr., Brackdamm 9, ⊠ 35 bbox=[860, 1002, 1066, 1014]
